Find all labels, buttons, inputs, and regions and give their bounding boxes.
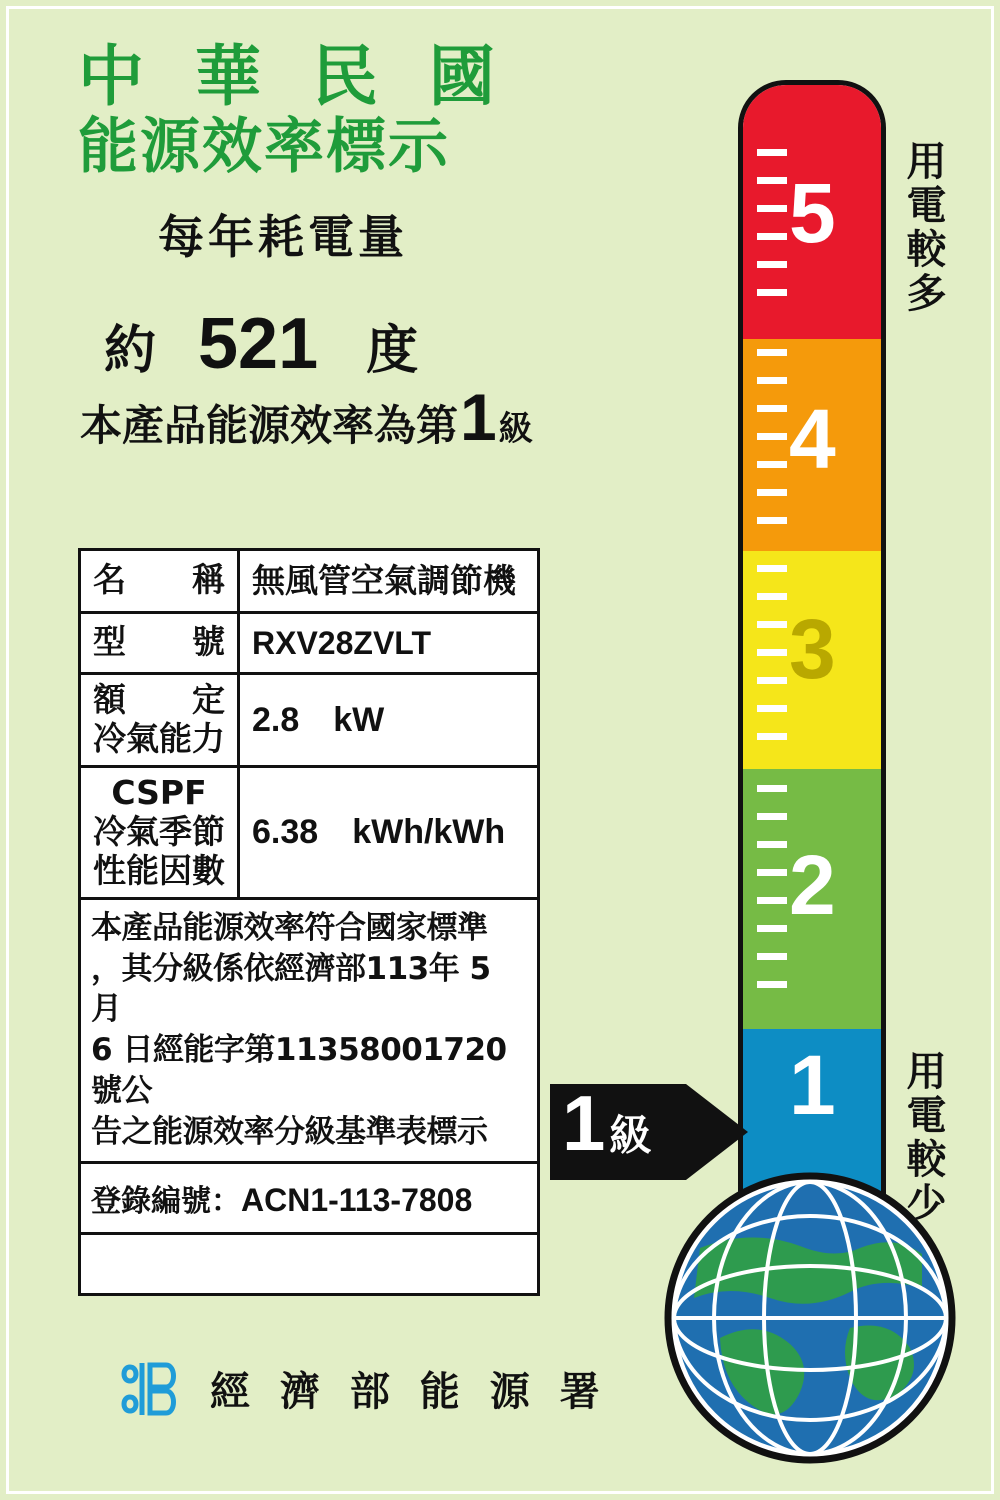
thermo-ticks-2: [757, 769, 787, 1029]
thermo-level-number-5: 5: [789, 166, 836, 260]
row-value-cspf: [239, 766, 539, 898]
approx-label: 約: [104, 321, 157, 382]
grade-suffix-text: 級: [498, 409, 533, 450]
thermo-ticks-3: [757, 551, 787, 769]
row-label-cspf-line1: CSPF: [111, 772, 207, 812]
globe-icon: [660, 1168, 960, 1468]
thermo-label-more-usage: 用電較多: [900, 140, 946, 316]
row-label-cooling-capacity-line2: 冷氣能力: [93, 718, 225, 758]
row-value-model: RXV28ZVLT: [239, 612, 539, 673]
annual-kwh-value: 521: [198, 304, 319, 385]
specification-table: [78, 548, 540, 1296]
table-row: [80, 766, 539, 898]
efficiency-thermometer: [738, 80, 886, 1200]
thermo-level-number-2: 2: [789, 838, 836, 932]
registration-number: ACN1-113-7808: [241, 1182, 473, 1219]
row-label-name-char2: 稱: [192, 560, 225, 600]
row-label-cooling-capacity: [80, 673, 239, 766]
thermo-band-5: [743, 85, 881, 339]
table-row-blank: [80, 1234, 539, 1295]
table-row: [80, 673, 539, 766]
row-label-cooling-capacity-line1: 額 定: [93, 679, 225, 719]
standard-note-line-1: 本產品能源效率符合國家標準: [91, 909, 488, 946]
grade-number-text: 1: [460, 380, 497, 455]
footer-authority-text: 經 濟 部 能 源 署: [210, 1369, 608, 1415]
thermo-ticks-5: [757, 85, 787, 339]
table-row-note: [80, 898, 539, 1162]
title-line-2: 能源效率標示: [78, 111, 450, 182]
grade-callout-suffix: 級: [609, 1111, 652, 1160]
thermometer-tube: [738, 80, 886, 1200]
title-line-3: 每年耗電量: [158, 210, 408, 265]
row-label-name-char1: 名: [93, 560, 126, 600]
thermo-level-number-1: 1: [789, 1038, 836, 1132]
thermo-level-number-3: 3: [789, 602, 836, 696]
cooling-capacity-unit: kW: [333, 700, 385, 739]
cspf-number: 6.38: [252, 812, 319, 851]
standard-note-line-2: ，其分級係依經濟部113年 5 月: [91, 950, 491, 1028]
row-label-cspf-line3: 性能因數: [93, 850, 225, 890]
standard-note-line-3: 6 日經能字第11358001720號公: [91, 1032, 507, 1110]
grade-callout-number: 1: [562, 1079, 606, 1167]
row-value-cooling-capacity: [239, 673, 539, 766]
thermo-band-2: [743, 769, 881, 1029]
thermo-band-3: [743, 551, 881, 769]
row-label-name: [80, 550, 239, 613]
thermo-ticks-4: [757, 339, 787, 551]
grade-sentence: [80, 380, 638, 455]
registration-row: [80, 1163, 539, 1234]
row-label-cspf: [80, 766, 239, 898]
grade-callout-text: [562, 1079, 652, 1167]
title-line-1: 中 華 民 國: [78, 38, 509, 115]
registration-label: 登錄編號：: [91, 1184, 241, 1220]
row-label-model: [80, 612, 239, 673]
annual-kwh-unit: 度: [366, 321, 419, 382]
row-label-cspf-line2: 冷氣季節: [93, 811, 225, 851]
blank-row: [80, 1234, 539, 1295]
table-row-registration: [80, 1163, 539, 1234]
standard-note-line-4: 告之能源效率分級基準表標示: [91, 1114, 488, 1151]
standard-note: [80, 898, 539, 1162]
table-row: [80, 612, 539, 673]
cspf-unit: kWh/kWh: [352, 812, 506, 851]
row-label-model-char1: 型: [93, 622, 126, 662]
table-row: [80, 550, 539, 613]
thermo-band-4: [743, 339, 881, 551]
thermo-label-less-usage: 用電較少: [900, 1050, 946, 1226]
row-label-model-char2: 號: [192, 622, 225, 662]
row-value-name: 無風管空氣調節機: [239, 550, 539, 613]
thermo-level-number-4: 4: [789, 392, 836, 486]
grade-prefix-text: 本產品能源效率為第: [80, 401, 459, 451]
energy-bureau-logo-icon: [120, 1361, 188, 1417]
annual-consumption-row: [104, 303, 638, 385]
cooling-capacity-number: 2.8: [252, 700, 300, 739]
footer: [120, 1360, 608, 1417]
label-heading-block: [78, 40, 638, 453]
